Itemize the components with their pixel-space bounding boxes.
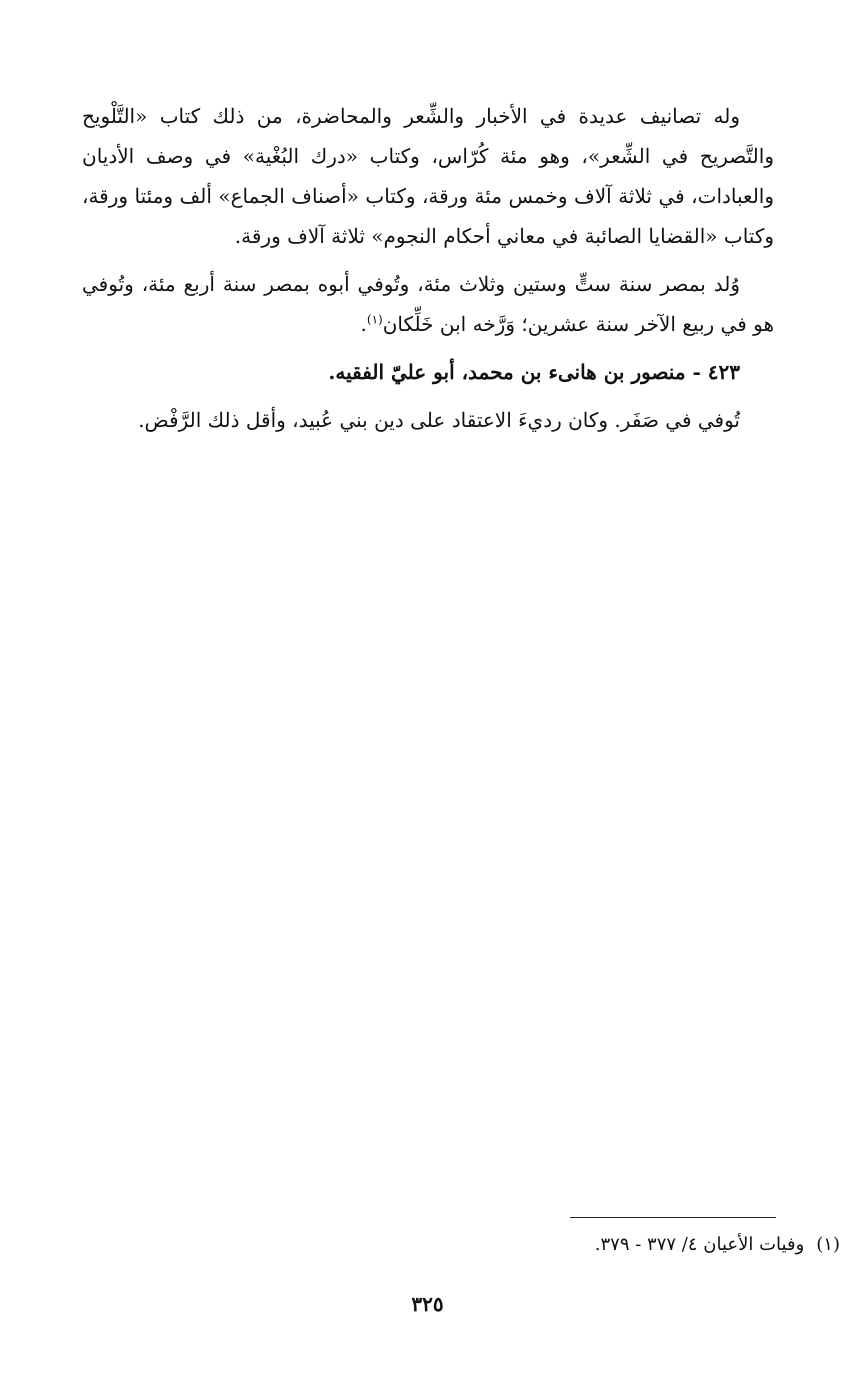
page-number: ٣٢٥ [411, 1292, 444, 1316]
footnote-number: (١) [816, 1234, 840, 1255]
entry-number: ٤٢٣ [707, 360, 740, 384]
entry-heading [82, 352, 774, 392]
entry-title: - منصور بن هانىء بن محمد، أبو عليّ الفقيه. [328, 360, 701, 384]
footnote-reference[interactable]: (١) [366, 312, 383, 327]
footnote-text: وفيات الأعيان ٤/ ٣٧٧ - ٣٧٩. [594, 1234, 805, 1255]
paragraph-works: وله تصانيف عديدة في الأخبار والشِّعر والمحاضرة، من ذلك كتاب «التَّلْويح والتَّصريح في الشِّعر»، وهو مئة كُرّاس، وكتاب «درك البُغْية» في وصف الأديان والعبادات، في ثلاثة آلاف وخمس مئة ورقة، وكتاب «أصناف الجماع» ألف ومئتا ورقة، وكتاب «القضايا الصائبة في معاني أحكام النجوم» ثلاثة آلاف ورقة. [82, 104, 774, 248]
footnote [420, 1230, 840, 1260]
paragraph-birth-death [82, 264, 774, 344]
paragraph-birth-death-text: وُلد بمصر سنة ستٍّ وستين وثلاث مئة، وتُوفي أبوه بمصر سنة أربع مئة، وتُوفي هو في ربيع الآخر سنة عشرين؛ وَرَّخه ابن خَلِّكان [82, 272, 774, 336]
main-text [82, 96, 774, 440]
paragraph-end-mark: . [360, 312, 367, 336]
footnote-divider [570, 1217, 776, 1218]
paragraph-entry-body: تُوفي في صَفَر. وكان رديءَ الاعتقاد على دين بني عُبيد، وأقل ذلك الرَّفْض. [138, 408, 740, 432]
